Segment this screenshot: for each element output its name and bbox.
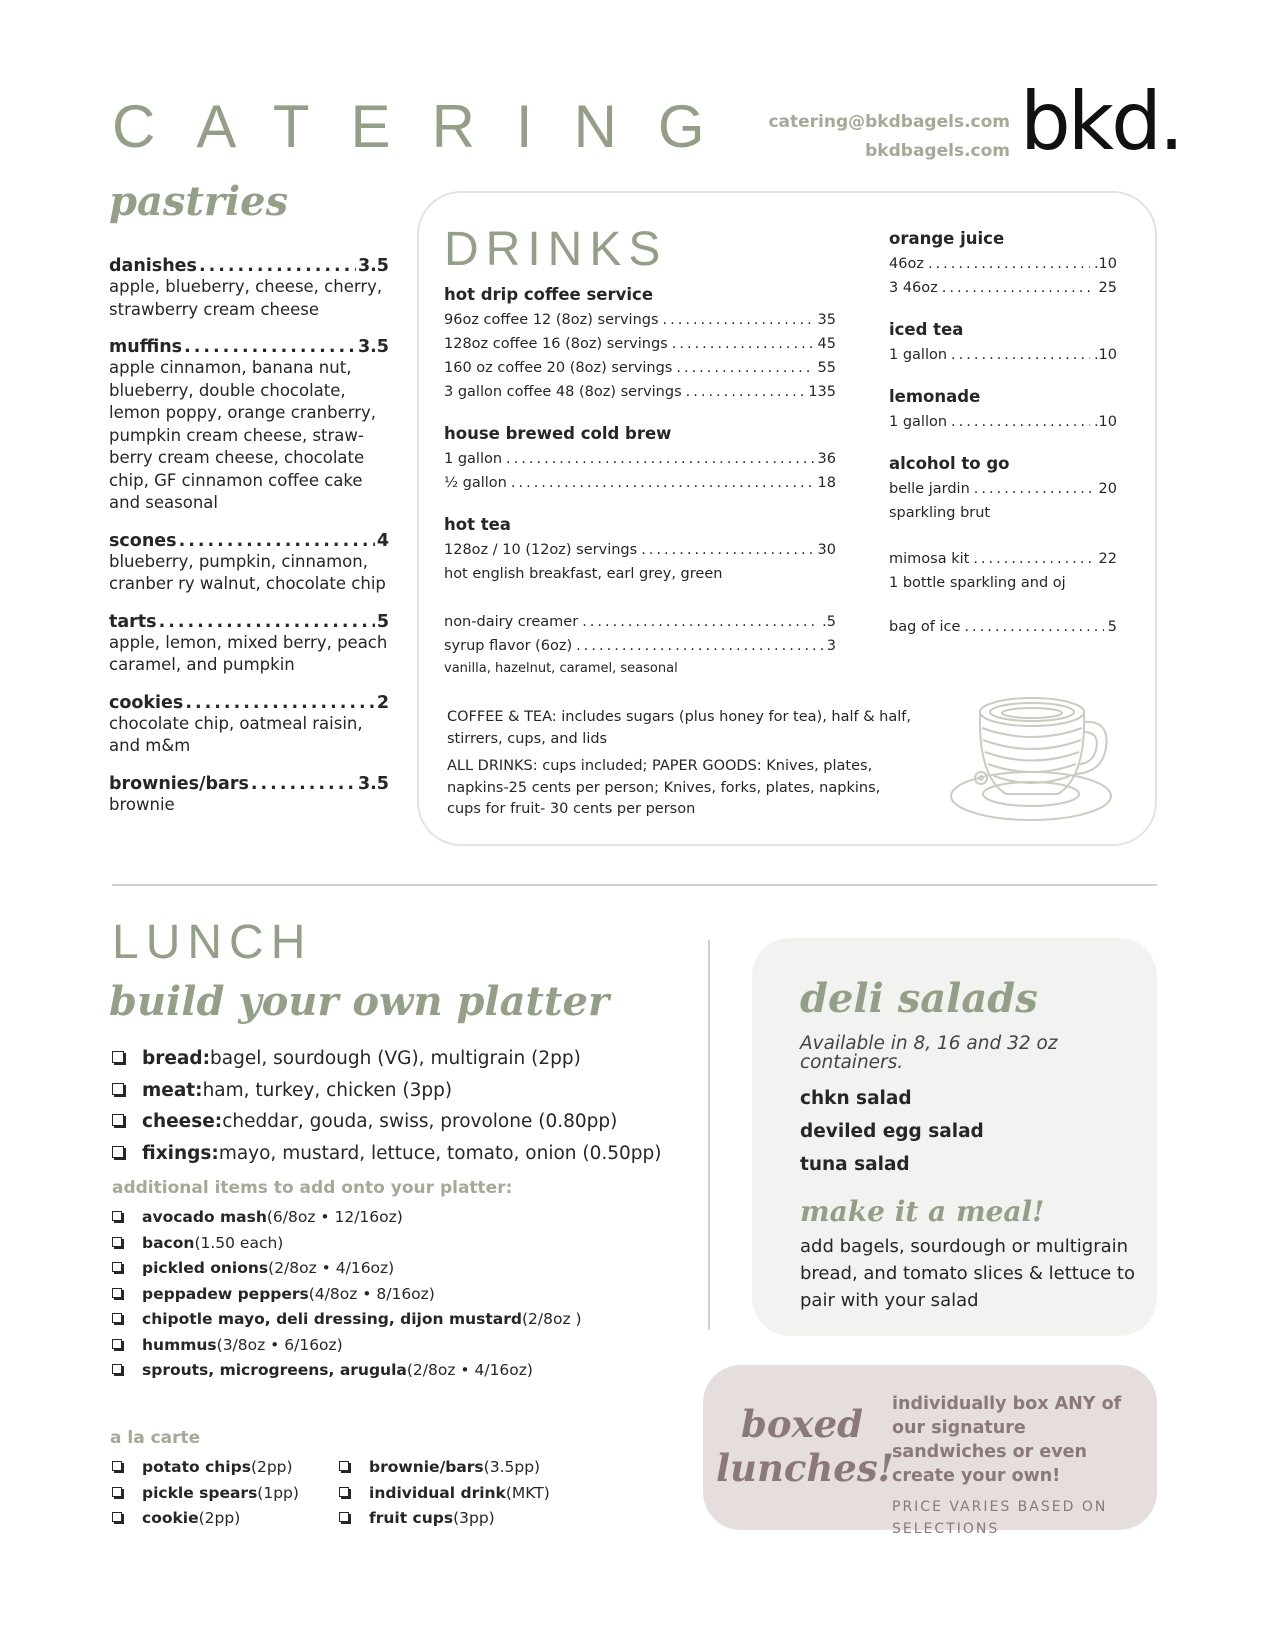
additional-item (112, 1333, 582, 1359)
row-price: 3 (826, 638, 836, 654)
deli-availability: Available in 8, 16 and 32 oz containers. (800, 1033, 1058, 1073)
leader-dots (676, 356, 813, 380)
leader-dots (185, 693, 374, 713)
row-label: bag of ice (889, 619, 961, 635)
item-label: cookie (142, 1509, 199, 1527)
pastry-name: danishes (109, 256, 197, 276)
column-divider (708, 940, 710, 1330)
checkbox-icon[interactable] (112, 1083, 124, 1095)
info-text: includes sugars (plus honey for tea), half & half, stirrers, cups, and lids (447, 709, 911, 747)
leader-dots (199, 256, 356, 276)
item-label: meat: (142, 1079, 203, 1101)
section-heading: house brewed cold brew (444, 424, 672, 443)
price-row (889, 547, 1117, 571)
pastries-heading: pastries (109, 178, 289, 225)
pastry-price: 3.5 (357, 773, 389, 794)
leader-dots (672, 332, 814, 356)
leader-dots (511, 471, 814, 495)
leader-dots (951, 343, 1090, 367)
row-price: 36 (817, 451, 836, 467)
contact-info (768, 108, 1010, 166)
checkbox-icon[interactable] (112, 1487, 122, 1497)
coffee-cup-icon (948, 692, 1118, 824)
deli-salad-list (800, 1082, 984, 1181)
item-text: (2pp) (198, 1509, 241, 1527)
item-text: (4/8oz • 8/16oz) (308, 1284, 435, 1303)
drinks-left-column (444, 285, 836, 700)
platter-heading: build your own platter (109, 978, 610, 1025)
a-la-carte-left (112, 1455, 299, 1532)
a-la-carte-item (339, 1481, 550, 1507)
row-price: 25 (1098, 280, 1117, 296)
checkbox-icon[interactable] (112, 1237, 122, 1247)
pastry-item-scones (109, 531, 389, 596)
item-text: bagel, sourdough (VG), multigrain (2pp) (210, 1048, 581, 1069)
row-price: 55 (817, 360, 836, 376)
contact-email[interactable]: catering@bkdbagels.com (768, 112, 1010, 132)
syrup-flavors: vanilla, hazelnut, caramel, seasonal (444, 661, 678, 676)
a-la-carte-right (339, 1455, 550, 1532)
item-text: ham, turkey, chicken (3pp) (202, 1079, 453, 1101)
mimosa-note: 1 bottle sparkling and oj (889, 575, 1066, 591)
price-row (444, 538, 836, 562)
coffee-section (444, 285, 836, 404)
price-row (889, 615, 1117, 639)
platter-list (112, 1043, 662, 1169)
additional-items-heading: additional items to add onto your platter: (112, 1178, 513, 1198)
drinks-info (447, 707, 917, 821)
row-label: mimosa kit (889, 551, 970, 567)
pastry-name: tarts (109, 611, 157, 632)
leader-dots (942, 276, 1095, 300)
row-price: 45 (817, 336, 836, 352)
platter-item-meat (112, 1075, 662, 1107)
pastry-item-danishes (109, 256, 389, 321)
checkbox-icon[interactable] (112, 1288, 122, 1298)
platter-item-bread (112, 1043, 662, 1075)
pastry-description: apple, blueberry, cheese, cherry, strawberry cream cheese (109, 277, 383, 319)
row-price: 5 (1107, 619, 1117, 635)
iced-tea-section (889, 320, 1117, 367)
info-label: PAPER GOODS: (652, 758, 762, 774)
info-text: cups included; (537, 758, 653, 774)
pastry-name: scones (109, 530, 177, 551)
price-row (889, 276, 1117, 300)
additional-item (112, 1282, 582, 1308)
section-heading: hot tea (444, 515, 511, 534)
checkbox-icon[interactable] (339, 1461, 349, 1471)
row-label: 128oz / 10 (12oz) servings (444, 542, 638, 558)
item-text: (2/8oz ) (521, 1310, 582, 1328)
leader-dots (973, 547, 1094, 571)
all-drinks-info (447, 756, 917, 821)
leader-dots (179, 531, 375, 551)
info-label: ALL DRINKS: (447, 758, 538, 774)
checkbox-icon[interactable] (112, 1461, 122, 1471)
additional-item (112, 1205, 582, 1231)
item-label: hummus (142, 1335, 217, 1354)
row-price: 22 (1098, 551, 1117, 567)
pastry-item-brownies (109, 774, 389, 817)
item-text: (3pp) (453, 1509, 495, 1527)
price-row (444, 380, 836, 404)
checkbox-icon[interactable] (112, 1211, 122, 1221)
pastry-price: 4 (376, 530, 389, 551)
row-price: .10 (1093, 414, 1117, 430)
row-price: 20 (1098, 481, 1117, 497)
pastry-name: muffins (109, 337, 183, 357)
item-label: pickle spears (142, 1483, 258, 1502)
leader-dots (951, 410, 1090, 434)
item-text: (2/8oz • 4/16oz) (268, 1259, 395, 1277)
row-label: 128oz coffee 16 (8oz) servings (444, 336, 668, 352)
item-text: (1pp) (257, 1483, 299, 1502)
pastry-description: blueberry, pumpkin, cinnamon, cranber ry walnut, chocolate chip (109, 551, 386, 593)
boxed-line-2: lunches! (716, 1446, 894, 1490)
additional-item (112, 1256, 582, 1282)
extras-section (444, 610, 836, 680)
checkbox-icon[interactable] (112, 1364, 122, 1374)
row-label: non-dairy creamer (444, 614, 579, 630)
item-text: mayo, mustard, lettuce, tomato, onion (0.50pp) (218, 1142, 662, 1164)
row-label: 160 oz coffee 20 (8oz) servings (444, 360, 673, 376)
page-title: CATERING (112, 93, 746, 160)
item-label: peppadew peppers (142, 1284, 309, 1303)
item-label: pickled onions (142, 1259, 269, 1277)
item-text: (6/8oz • 12/16oz) (266, 1208, 403, 1226)
price-row (889, 477, 1117, 501)
pastry-name: brownies/bars (109, 773, 249, 794)
item-label: chipotle mayo, deli dressing, dijon mustard (142, 1310, 522, 1328)
row-label: 96oz coffee 12 (8oz) servings (444, 312, 659, 328)
deli-item: tuna salad (800, 1154, 910, 1175)
info-label: COFFEE & TEA: (447, 709, 557, 725)
additional-item (112, 1358, 582, 1384)
row-price: 35 (817, 312, 836, 328)
alcohol-section (889, 454, 1117, 595)
pastry-item-cookies (109, 693, 389, 758)
additional-item (112, 1307, 582, 1333)
checkbox-icon[interactable] (112, 1339, 122, 1349)
item-label: brownie/bars (369, 1458, 484, 1476)
item-text: (1.50 each) (194, 1233, 284, 1252)
pastry-price: 3.5 (357, 256, 389, 276)
item-label: potato chips (142, 1458, 251, 1476)
a-la-carte-item (112, 1506, 299, 1532)
checkbox-icon[interactable] (339, 1487, 349, 1497)
row-label: syrup flavor (6oz) (444, 638, 573, 654)
row-price: .10 (1093, 347, 1117, 363)
section-heading: hot drip coffee service (444, 285, 654, 304)
leader-dots (663, 308, 814, 332)
section-heading: alcohol to go (889, 454, 1010, 473)
row-label: 46oz (889, 256, 924, 272)
leader-dots (686, 380, 805, 404)
pastries-list (109, 256, 389, 832)
item-label: individual drink (369, 1483, 506, 1502)
item-label: cheese: (142, 1111, 223, 1132)
info-text: Knives, plates, napkins-25 cents per person; Knives, forks, plates, napkins, cups for fruit- 30 cents per person (447, 758, 881, 817)
contact-website[interactable]: bkdbagels.com (865, 141, 1010, 161)
pastry-price: 3.5 (357, 337, 389, 357)
leader-dots (576, 634, 823, 658)
leader-dots (974, 477, 1095, 501)
belle-note: sparkling brut (889, 505, 991, 521)
row-label: 1 gallon (889, 347, 948, 363)
item-text: (3/8oz • 6/16oz) (216, 1335, 343, 1354)
a-la-carte-item (112, 1481, 299, 1507)
orange-juice-section (889, 229, 1117, 300)
section-heading: lemonade (889, 387, 981, 406)
make-it-a-meal-text: add bagels, sourdough or multigrain bread, and tomato slices & lettuce to pair with your salad (800, 1236, 1135, 1311)
item-text: (2/8oz • 4/16oz) (406, 1361, 533, 1379)
a-la-carte-item (339, 1506, 550, 1532)
item-label: bread: (142, 1048, 211, 1069)
pastry-item-tarts (109, 612, 389, 677)
deli-item: deviled egg salad (800, 1121, 984, 1142)
item-label: sprouts, microgreens, arugula (142, 1361, 407, 1379)
platter-item-cheese (112, 1106, 662, 1138)
row-label: 3 gallon coffee 48 (8oz) servings (444, 384, 682, 400)
lunch-heading: LUNCH (112, 916, 313, 969)
section-heading: orange juice (889, 229, 1005, 248)
additional-items-list (112, 1205, 582, 1384)
item-text: cheddar, gouda, swiss, provolone (0.80pp) (222, 1111, 618, 1132)
boxed-line-1: boxed (740, 1402, 864, 1446)
item-text: (2pp) (250, 1458, 293, 1476)
boxed-lunches-details (892, 1392, 1142, 1540)
deli-item: chkn salad (800, 1088, 912, 1109)
leader-dots (928, 252, 1090, 276)
make-it-a-meal-heading: make it a meal! (800, 1195, 1045, 1228)
item-text: (3.5pp) (483, 1458, 541, 1476)
pastry-name: cookies (109, 692, 184, 713)
leader-dots (159, 612, 375, 632)
platter-item-fixings (112, 1138, 662, 1170)
additional-item (112, 1231, 582, 1257)
lemonade-section (889, 387, 1117, 434)
item-label: fruit cups (369, 1509, 454, 1527)
price-row (889, 343, 1117, 367)
boxed-headline: individually box ANY of our signature sandwiches or even create your own! (892, 1394, 1122, 1486)
hot-tea-section (444, 515, 836, 586)
pastry-description: apple cinnamon, banana nut, blueberry, double chocolate, lemon poppy, orange cranberry, pumpkin cream cheese, straw-berry cream cheese, chocolate chip, GF cinnamon coffee cake and seasonal (109, 358, 377, 512)
price-row (444, 471, 836, 495)
brand-logo: bkd. (1020, 75, 1182, 168)
row-label: ½ gallon (444, 475, 507, 491)
item-label: bacon (142, 1233, 195, 1252)
item-label: fixings: (142, 1142, 219, 1164)
pastry-price: 5 (376, 611, 389, 632)
boxed-lunches-title (716, 1402, 894, 1490)
section-heading: iced tea (889, 320, 964, 339)
leader-dots (582, 610, 818, 634)
price-row (444, 308, 836, 332)
row-price: 18 (817, 475, 836, 491)
tea-varieties: hot english breakfast, earl grey, green (444, 566, 723, 582)
section-divider (112, 884, 1157, 886)
pastry-description: apple, lemon, mixed berry, peach caramel, and pumpkin (109, 632, 388, 674)
deli-salads-heading: deli salads (800, 975, 1038, 1022)
price-row (444, 356, 836, 380)
checkbox-icon[interactable] (112, 1146, 124, 1158)
boxed-price-note: PRICE VARIES BASED ON SELECTIONS (892, 1499, 1108, 1537)
checkbox-icon[interactable] (112, 1051, 124, 1063)
drinks-heading: DRINKS (444, 223, 668, 276)
leader-dots (641, 538, 813, 562)
cold-brew-section (444, 424, 836, 495)
row-label: 3 46oz (889, 280, 938, 296)
item-text: (MKT) (505, 1483, 550, 1502)
checkbox-icon[interactable] (112, 1262, 122, 1272)
price-row (444, 610, 836, 634)
coffee-tea-info (447, 707, 917, 750)
price-row (889, 410, 1117, 434)
price-row (444, 447, 836, 471)
a-la-carte-item (339, 1455, 550, 1481)
price-row (889, 252, 1117, 276)
pastry-description: chocolate chip, oatmeal raisin, and m&m (109, 713, 363, 755)
a-la-carte-item (112, 1455, 299, 1481)
row-label: 1 gallon (889, 414, 948, 430)
checkbox-icon[interactable] (339, 1512, 349, 1522)
row-price: .10 (1093, 256, 1117, 272)
pastry-price: 2 (376, 692, 389, 713)
row-label: belle jardin (889, 481, 970, 497)
price-row (444, 332, 836, 356)
drinks-right-column (889, 229, 1117, 639)
checkbox-icon[interactable] (112, 1114, 124, 1126)
pastry-description: brownie (109, 794, 175, 814)
leader-dots (184, 337, 356, 357)
row-price: 135 (808, 384, 836, 400)
row-label: 1 gallon (444, 451, 503, 467)
leader-dots (506, 447, 814, 471)
checkbox-icon[interactable] (112, 1512, 122, 1522)
checkbox-icon[interactable] (112, 1313, 122, 1323)
row-price: 30 (817, 542, 836, 558)
leader-dots (964, 615, 1103, 639)
item-label: avocado mash (142, 1208, 267, 1226)
leader-dots (251, 774, 356, 794)
price-row (444, 634, 836, 658)
row-price: .5 (822, 614, 836, 630)
pastry-item-muffins (109, 337, 389, 515)
a-la-carte-heading: a la carte (110, 1428, 201, 1448)
